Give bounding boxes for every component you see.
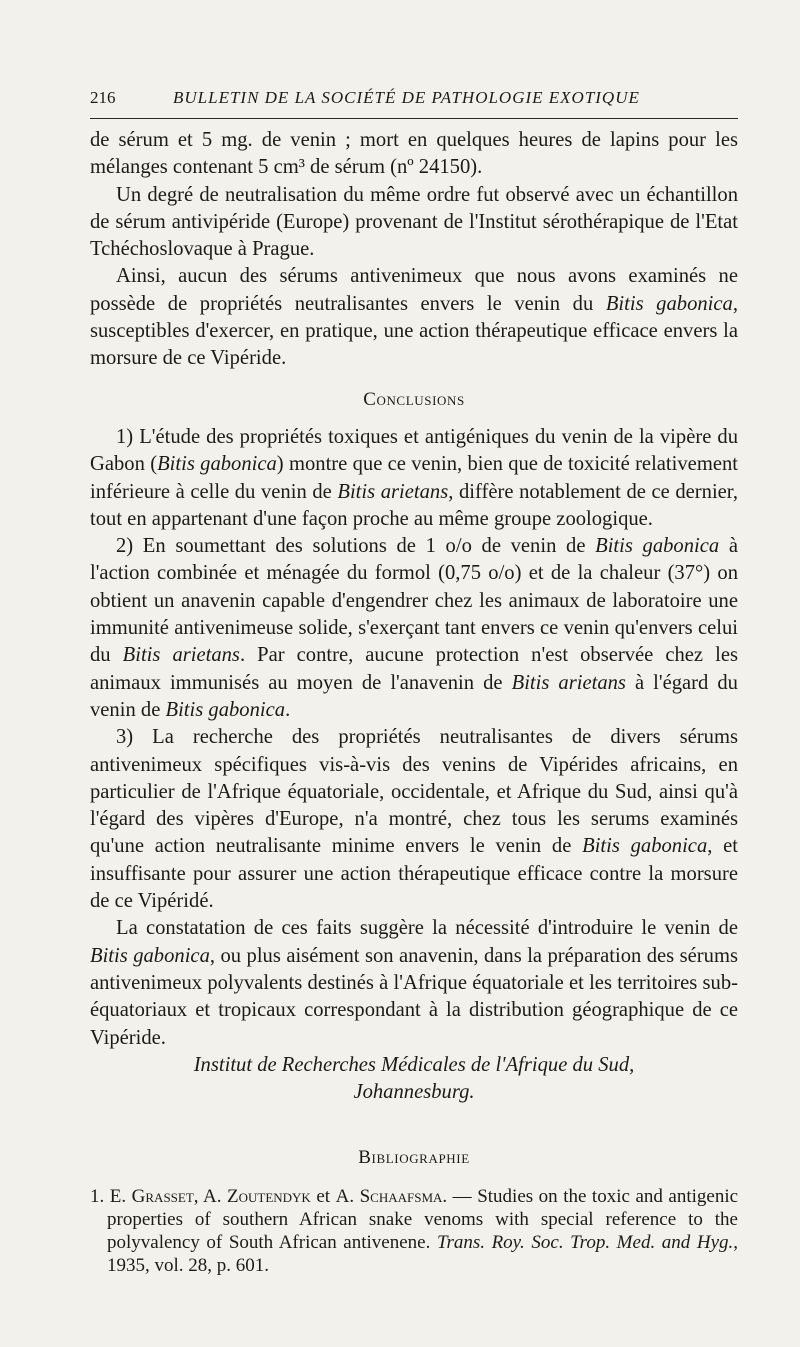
affiliation-city: Johannesburg. (353, 1081, 475, 1104)
paragraph-neutralisation: Un degré de neutralisation du même ordre fut observé avec un échantillon de sérum antivipéride (Europe) provenant de l'Institut sérothérapique de l'Etat Tchéchoslovaque à Prague. (90, 183, 738, 261)
article-body (90, 127, 738, 1277)
bibliography-heading: Bibliographie (358, 1147, 470, 1169)
conclusion-1: 1) L'étude des propriétés toxiques et antigéniques du venin de la vipère du Gabon (Bitis gabonica) montre que ce venin, bien que de toxicité relativement inférieure à celle du venin de Bitis arietans, diffère notablement de ce dernier, tout en appartenant d'une façon proche au même groupe zoologique. (90, 425, 738, 530)
conclusion-3: 3) La recherche des propriétés neutralisantes de divers sérums antivenimeux spécifiques vis-à-vis des venins de Vipérides africains, en particulier de l'Afrique équatoriale, occidentale, et Afrique du Sud, ainsi qu'à l'égard des vipères d'Europe, n'a montré, chez tous les serums examinés qu'une action neutralisante minime envers le venin de Bitis gabonica, et insuffisante pour assurer une action thérapeutique efficace contre la morsure de ce Vipéridé. (90, 726, 738, 913)
conclusion-2: 2) En soumettant des solutions de 1 o/o de venin de Bitis gabonica à l'action combinée et ménagée du formol (0,75 o/o) et de la chaleur (37°) on obtient un anavenin capable d'engendrer chez les animaux de laboratoire une immunité antivenimeuse solide, s'exerçant tant envers ce venin qu'envers celui du Bitis arietans. Par contre, aucune protection n'est observée chez les animaux immunisés au moyen de l'anavenin de Bitis arietans à l'égard du venin de Bitis gabonica. (90, 535, 738, 721)
page-number: 216 (90, 88, 116, 107)
affiliation (90, 1052, 738, 1107)
conclusions-heading: Conclusions (363, 388, 465, 410)
page-header (90, 88, 740, 118)
paragraph-summary: Ainsi, aucun des sérums antivenimeux que nous avons examinés ne possède de propriétés neutralisantes envers le venin du Bitis gabonica, susceptibles d'exercer, en pratique, une action thérapeutique efficace envers la morsure de ce Vipéride. (90, 265, 738, 370)
conclusion-4: La constatation de ces faits suggère la nécessité d'introduire le venin de Bitis gabonica, ou plus aisément son anavenin, dans la préparation des sérums antivenimeux polyvalents destinés à l'Afrique équatoriale et les territoires sub-équatoriaux et tropicaux correspondant à la distribution géographique de ce Vipéride. (90, 917, 738, 1049)
running-title: BULLETIN DE LA SOCIÉTÉ DE PATHOLOGIE EXOTIQUE (173, 88, 640, 107)
bibliography-entry: 1. E. Grasset, A. Zoutendyk et A. Schaafsma. — Studies on the toxic and antigenic properties of southern African snake venoms with special reference to the polyvalency of South African antivenene. Trans. Roy. Soc. Trop. Med. and Hyg., 1935, vol. 28, p. 601. (90, 1185, 739, 1276)
header-rule (90, 118, 738, 119)
affiliation-institute: Institut de Recherches Médicales de l'Afrique du Sud, (193, 1053, 635, 1076)
paragraph-continued: de sérum et 5 mg. de venin ; mort en quelques heures de lapins pour les mélanges contenant 5 cm³ de sérum (nº 24150). (90, 129, 738, 179)
